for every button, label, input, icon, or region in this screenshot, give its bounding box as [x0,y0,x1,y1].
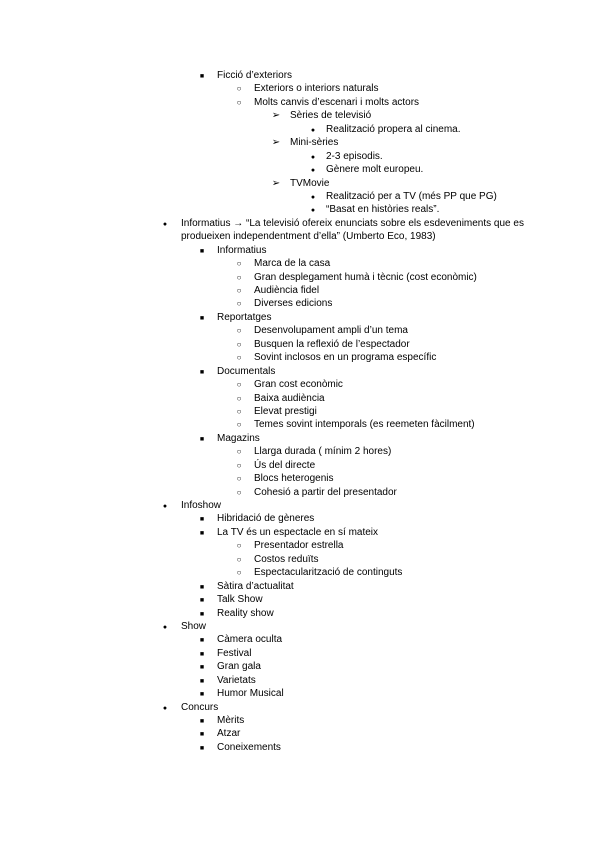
list-item-text: Audiència fidel [254,285,320,297]
square-bullet-icon [196,593,208,607]
list-item-text: Show [181,620,207,632]
list-item [0,69,600,82]
list-item-text: Gènere molt europeu. [326,164,424,176]
disc-bullet-icon [159,499,171,513]
list-item-text: Talk Show [217,594,263,606]
list-item-text: Desenvolupament ampli d’un tema [254,325,408,337]
list-item-text: TVMovie [290,177,330,189]
list-item [0,351,600,364]
list-item-text: Presentador estrella [254,540,344,552]
list-item [0,378,600,391]
list-item [0,96,600,109]
list-item [0,486,600,499]
list-item [0,392,600,405]
circle-bullet-icon [233,271,245,284]
circle-bullet-icon [233,445,245,458]
list-item-text: Realització per a TV (més PP que PG) [326,190,497,202]
square-bullet-icon [196,660,208,674]
list-item [0,660,600,673]
list-item [0,82,600,95]
list-item-text: Gran desplegament humà i tècnic (cost econòmic) [254,271,477,283]
list-item-text: Ús del directe [254,459,316,471]
list-item-text: Diverses edicions [254,298,333,310]
list-item-text: Elevat prestigi [254,405,317,417]
list-item [0,741,600,754]
circle-bullet-icon [233,405,245,418]
list-item-text: Sàtira d’actualitat [217,580,294,592]
list-item [0,311,600,324]
list-item [0,177,600,190]
circle-bullet-icon [233,472,245,485]
list-item [0,580,600,593]
list-item [0,512,600,525]
list-item [0,526,600,539]
disc-bullet-icon [307,163,319,177]
list-item [0,553,600,566]
list-item [0,459,600,472]
disc-bullet-icon [159,217,171,231]
circle-bullet-icon [233,459,245,472]
disc-bullet-icon [307,123,319,137]
list-item [0,136,600,149]
list-item-text: Espectacularització de continguts [254,567,403,579]
circle-bullet-icon [233,486,245,499]
circle-bullet-icon [233,566,245,579]
arrow-bullet-icon [270,136,282,149]
list-item-text: Busquen la reflexió de l’espectador [254,338,410,350]
list-item [0,607,600,620]
list-item [0,190,600,203]
list-item [0,257,600,270]
list-item-text: “Basat en històries reals”. [326,204,440,216]
list-item [0,123,600,136]
square-bullet-icon [196,365,208,379]
list-item-text: Informatius → “La televisió ofereix enunciats sobre els esdeveniments que es produeixen independentment d’ella” (Umberto Eco, 1983) [181,217,524,243]
list-item [0,727,600,740]
list-item [0,405,600,418]
list-item-text: Gran cost econòmic [254,379,343,391]
list-item [0,620,600,633]
list-item-text: Magazins [217,432,260,444]
arrow-bullet-icon [270,109,282,122]
circle-bullet-icon [233,324,245,337]
list-item-text: Marca de la casa [254,258,331,270]
list-item [0,714,600,727]
square-bullet-icon [196,311,208,325]
list-item [0,499,600,512]
square-bullet-icon [196,741,208,755]
list-item [0,297,600,310]
list-item-text: Hibridació de gèneres [217,513,315,525]
list-item-text: Llarga durada ( mínim 2 hores) [254,446,392,458]
list-item-text: Blocs heterogenis [254,473,334,485]
square-bullet-icon [196,607,208,621]
list-item [0,244,600,257]
square-bullet-icon [196,687,208,701]
circle-bullet-icon [233,378,245,391]
square-bullet-icon [196,674,208,688]
square-bullet-icon [196,580,208,594]
disc-bullet-icon [159,701,171,715]
list-item-text: Exteriors o interiors naturals [254,83,379,95]
list-item [0,271,600,284]
list-item-text: Reportatges [217,311,272,323]
square-bullet-icon [196,714,208,728]
list-item [0,150,600,163]
circle-bullet-icon [233,418,245,431]
disc-bullet-icon [307,150,319,164]
list-item [0,217,600,244]
disc-bullet-icon [307,203,319,217]
list-item-text: Infoshow [181,500,222,512]
circle-bullet-icon [233,284,245,297]
square-bullet-icon [196,647,208,661]
list-item [0,593,600,606]
list-item [0,284,600,297]
square-bullet-icon [196,512,208,526]
list-item [0,633,600,646]
list-item [0,566,600,579]
list-item [0,647,600,660]
list-item [0,539,600,552]
list-item-text: Càmera oculta [217,634,283,646]
list-item [0,338,600,351]
circle-bullet-icon [233,96,245,109]
list-item-text: 2-3 episodis. [326,150,383,162]
list-item [0,445,600,458]
list-item-text: Molts canvis d’escenari i molts actors [254,96,420,108]
square-bullet-icon [196,526,208,540]
list-item-text: Concurs [181,701,219,713]
list-item [0,365,600,378]
list-item-text: Reality show [217,607,274,619]
list-item-text: Sèries de televisió [290,110,372,122]
list-item-text: Gran gala [217,661,261,673]
disc-bullet-icon [307,190,319,204]
list-item [0,418,600,431]
circle-bullet-icon [233,82,245,95]
list-item-text: La TV és un espectacle en sí mateix [217,526,379,538]
list-item [0,109,600,122]
list-item-text: Coneixements [217,741,281,753]
circle-bullet-icon [233,539,245,552]
list-item [0,701,600,714]
circle-bullet-icon [233,553,245,566]
list-item [0,472,600,485]
circle-bullet-icon [233,338,245,351]
list-item-text: Sovint inclosos en un programa específic [254,352,437,364]
list-item-text: Humor Musical [217,688,284,700]
arrow-bullet-icon [270,177,282,190]
list-item [0,674,600,687]
outline-list [0,69,600,754]
list-item [0,687,600,700]
list-item-text: Mèrits [217,715,245,727]
square-bullet-icon [196,244,208,258]
square-bullet-icon [196,633,208,647]
square-bullet-icon [196,727,208,741]
list-item-text: Temes sovint intemporals (es reemeten fàcilment) [254,419,475,431]
list-item-text: Cohesió a partir del presentador [254,486,397,498]
list-item-text: Varietats [217,674,256,686]
list-item-text: Costos reduïts [254,553,319,565]
disc-bullet-icon [159,620,171,634]
circle-bullet-icon [233,297,245,310]
list-item-text: Festival [217,647,252,659]
list-item-text: Ficció d’exteriors [217,70,293,81]
list-item [0,324,600,337]
list-item-text: Atzar [217,728,241,740]
list-item [0,432,600,445]
list-item-text: Informatius [217,244,267,256]
circle-bullet-icon [233,257,245,270]
list-item [0,203,600,216]
circle-bullet-icon [233,392,245,405]
list-item-text: Realització propera al cinema. [326,123,461,135]
square-bullet-icon [196,432,208,446]
circle-bullet-icon [233,351,245,364]
list-item-text: Baixa audiència [254,392,325,404]
list-item-text: Documentals [217,365,276,377]
list-item [0,163,600,176]
square-bullet-icon [196,69,208,83]
list-item-text: Mini-sèries [290,137,339,149]
